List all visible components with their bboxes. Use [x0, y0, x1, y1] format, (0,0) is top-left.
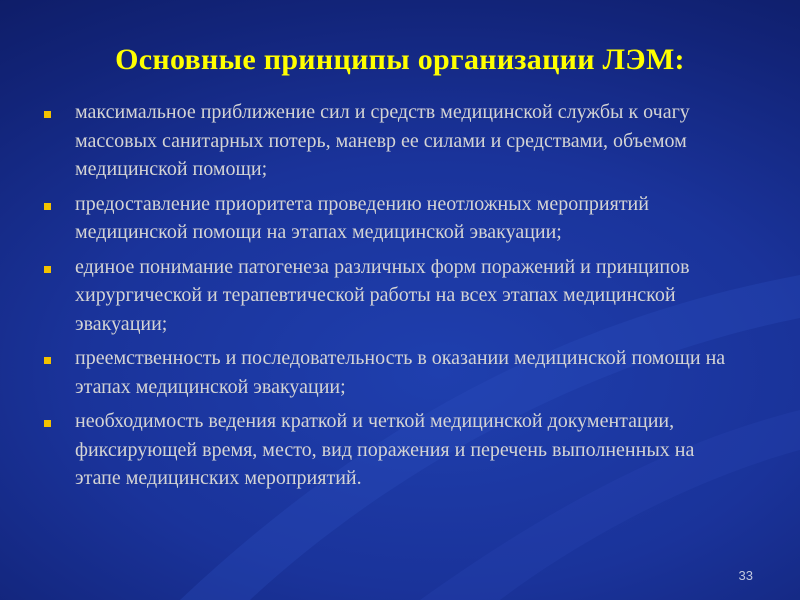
bullet-list	[44, 98, 744, 499]
bullet-text: необходимость ведения краткой и четкой медицинской документации, фиксирующей время, место, вид поражения и перечень выполненных на этапе медицинских мероприятий.	[75, 410, 695, 489]
square-bullet-icon	[44, 266, 51, 273]
square-bullet-icon	[44, 111, 51, 118]
bullet-item	[44, 190, 744, 247]
bullet-item	[44, 407, 744, 493]
square-bullet-icon	[44, 357, 51, 364]
bullet-item	[44, 344, 744, 401]
bullet-text: преемственность и последовательность в оказании медицинской помощи на этапах медицинской эвакуации;	[75, 347, 726, 398]
square-bullet-icon	[44, 203, 51, 210]
bullet-text: максимальное приближение сил и средств медицинской службы к очагу массовых санитарных потерь, маневр ее силами и средствами, объемом медицинской помощи;	[75, 101, 690, 180]
slide-title: Основные принципы организации ЛЭМ:	[115, 43, 685, 76]
square-bullet-icon	[44, 420, 51, 427]
bullet-text: предоставление приоритета проведению неотложных мероприятий медицинской помощи на этапах медицинской эвакуации;	[75, 192, 649, 243]
bullet-item	[44, 253, 744, 339]
bullet-item	[44, 98, 744, 184]
bullet-text: единое понимание патогенеза различных форм поражений и принципов хирургической и терапевтической работы на всех этапах медицинской эвакуации;	[75, 255, 690, 335]
page-number: 33	[738, 568, 753, 583]
